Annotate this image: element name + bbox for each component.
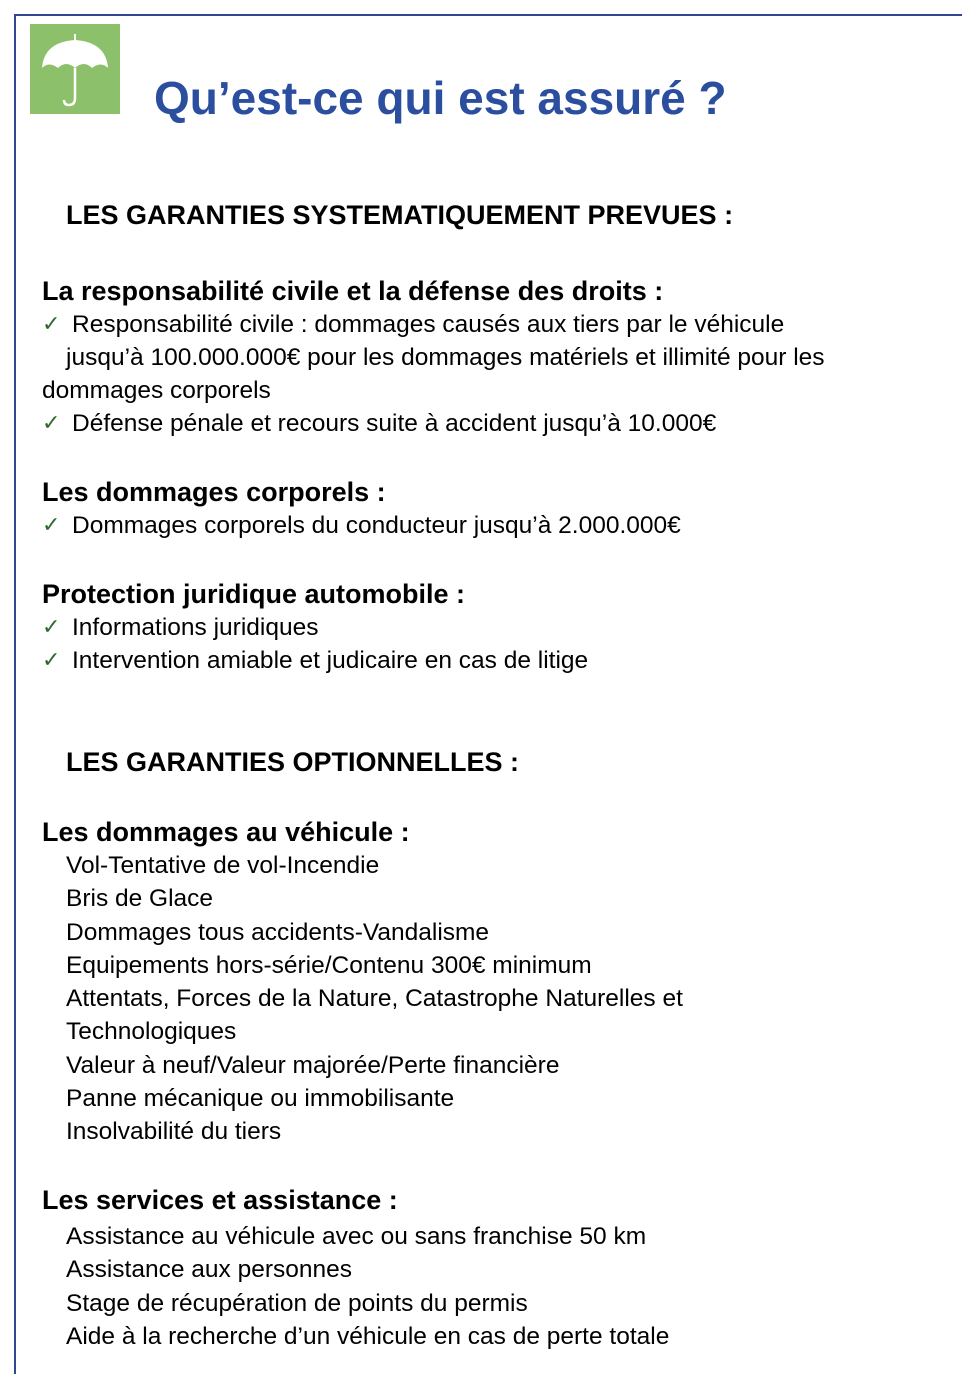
litigation-item [42,644,954,677]
list-item: Aide à la recherche d’un véhicule en cas de perte totale [66,1322,670,1350]
services-list [42,1220,954,1353]
liability-item [42,308,954,407]
liability-group [42,275,954,440]
optional-section-heading: LES GARANTIES OPTIONNELLES : [66,747,520,777]
list-item: Attentats, Forces de la Nature, Catastrophe Naturelles et [66,985,683,1013]
legal-protection-group [42,578,954,677]
umbrella-icon [30,24,120,114]
legal-info-item [42,611,954,644]
list-item: Insolvabilité du tiers [66,1118,282,1146]
list-item: Stage de récupération de points du permis [66,1289,528,1317]
list-item: Panne mécanique ou immobilisante [66,1085,455,1113]
checkmark-icon: ✓ [42,513,61,538]
liability-group-title: La responsabilité civile et la défense des droits : [42,276,664,306]
bodily-injury-group-title: Les dommages corporels : [42,477,386,507]
services-group-title: Les services et assistance : [42,1185,398,1215]
list-item: Vol-Tentative de vol-Incendie [66,852,380,879]
liability-item-line: Responsabilité civile : dommages causés aux tiers par le véhicule [72,311,785,338]
list-item: Dommages tous accidents-Vandalisme [66,918,490,946]
list-item: Technologiques [66,1018,237,1046]
list-item: Bris de Glace [66,885,214,913]
bodily-injury-item-text: Dommages corporels du conducteur jusqu’à 2.000.000€ [72,512,681,539]
list-item: Valeur à neuf/Valeur majorée/Perte financière [66,1051,560,1079]
legal-info-item-text: Informations juridiques [72,614,319,641]
liability-item-line: jusqu’à 100.000.000€ pour les dommages matériels et illimité pour les [66,344,825,371]
systematic-section-heading-block [42,199,954,232]
vehicle-damage-group [42,816,954,1149]
legal-defense-item [42,407,954,440]
systematic-section-heading: LES GARANTIES SYSTEMATIQUEMENT PREVUES : [66,200,734,230]
optional-section-heading-block [42,746,954,779]
vehicle-damage-group-title: Les dommages au véhicule : [42,817,410,847]
list-item: Equipements hors-série/Contenu 300€ minimum [66,951,592,979]
list-item: Assistance aux personnes [66,1256,352,1284]
checkmark-icon: ✓ [42,648,61,673]
checkmark-icon: ✓ [42,615,61,640]
checkmark-icon: ✓ [42,411,61,436]
bodily-injury-item [42,509,954,542]
list-item: Assistance au véhicule avec ou sans franchise 50 km [66,1223,647,1250]
litigation-item-text: Intervention amiable et judicaire en cas de litige [72,647,589,674]
frame-top-border [14,14,962,16]
liability-item-line: dommages corporels [42,377,271,404]
legal-protection-group-title: Protection juridique automobile : [42,579,466,609]
vehicle-damage-list [42,849,954,1149]
legal-defense-item-text: Défense pénale et recours suite à accident jusqu’à 10.000€ [72,410,717,437]
checkmark-icon: ✓ [42,312,61,337]
frame-left-border [14,14,16,1374]
bodily-injury-group [42,476,954,542]
services-group [42,1184,954,1353]
page-title: Qu’est-ce qui est assuré ? [154,72,727,124]
